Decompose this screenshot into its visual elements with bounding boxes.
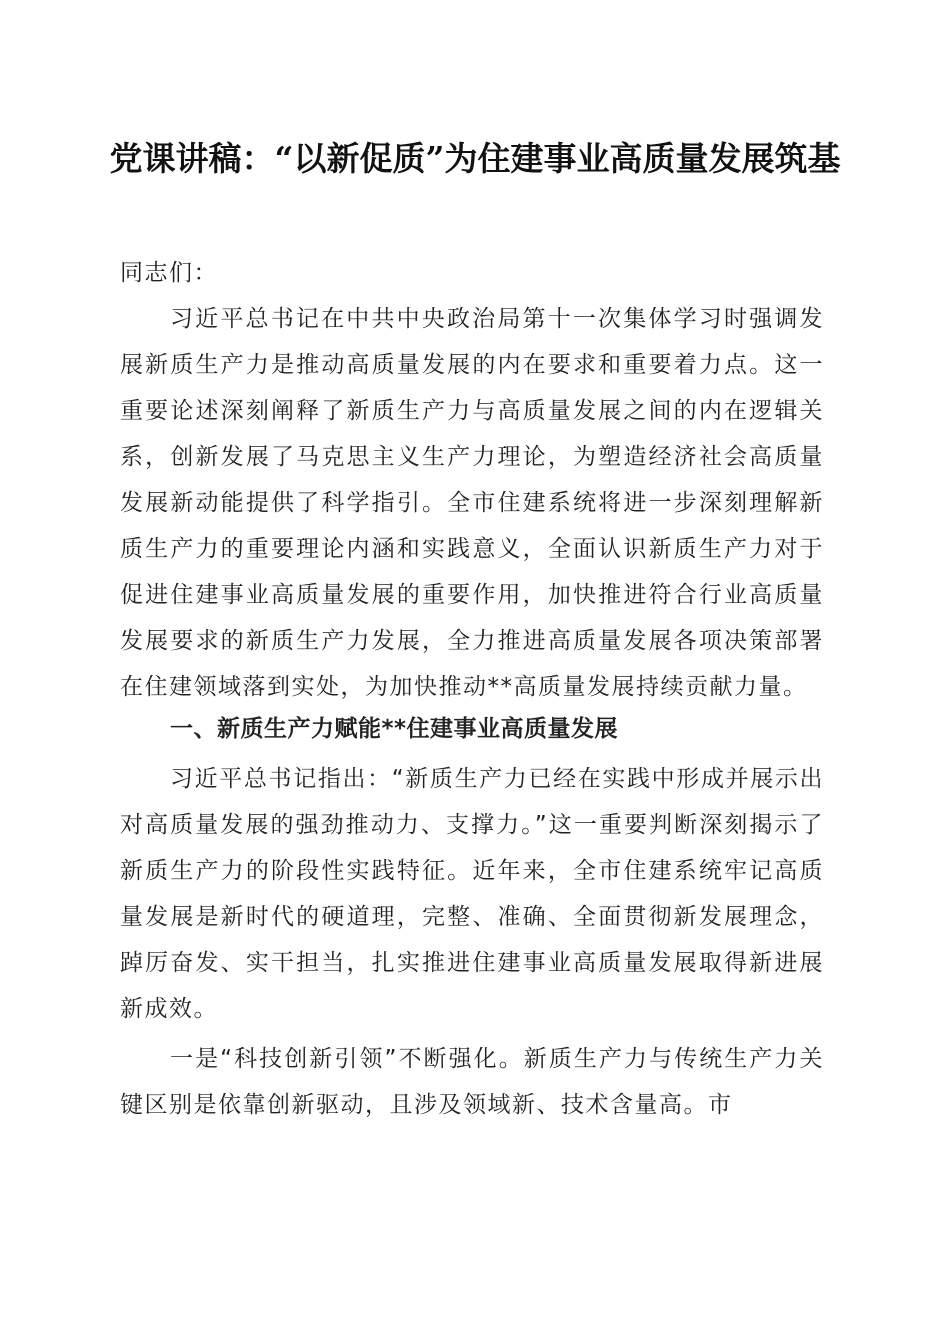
section-paragraph: 习近平总书记指出：“新质生产力已经在实践中形成并展示出对高质量发展的强劲推动力、支撑力。”这一重要判断深刻揭示了新质生产力的阶段性实践特征。近年来，全市住建系统牢记高质量发展是新时代的硬道理，完整、准确、全面贯彻新发展理念，踔厉奋发、实干担当，扎实推进住建事业高质量发展取得新进展新成效。 — [120, 766, 824, 1022]
section-paragraph: 一是“科技创新引领”不断强化。新质生产力与传统生产力关键区别是依靠创新驱动，且涉及领域新、技术含量高。市 — [120, 1046, 824, 1118]
document-title: 党课讲稿：“以新促质”为住建事业高质量发展筑基 — [109, 139, 841, 178]
intro-paragraph: 习近平总书记在中共中央政治局第十一次集体学习时强调发展新质生产力是推动高质量发展的内在要求和重要着力点。这一重要论述深刻阐释了新质生产力与高质量发展之间的内在逻辑关系，创新发展了马克思主义生产力理论，为塑造经济社会高质量发展新动能提供了科学指引。全市住建系统将进一步深刻理解新质生产力的重要理论内涵和实践意义，全面认识新质生产力对于促进住建事业高质量发展的重要作用，加快推进符合行业高质量发展要求的新质生产力发展，全力推进高质量发展各项决策部署在住建领域落到实处，为加快推动**高质量发展持续贡献力量。 — [120, 306, 824, 700]
section-heading: 一、新质生产力赋能**住建事业高质量发展 — [170, 716, 619, 742]
document-body — [120, 250, 824, 1128]
salutation: 同志们： — [120, 260, 218, 286]
